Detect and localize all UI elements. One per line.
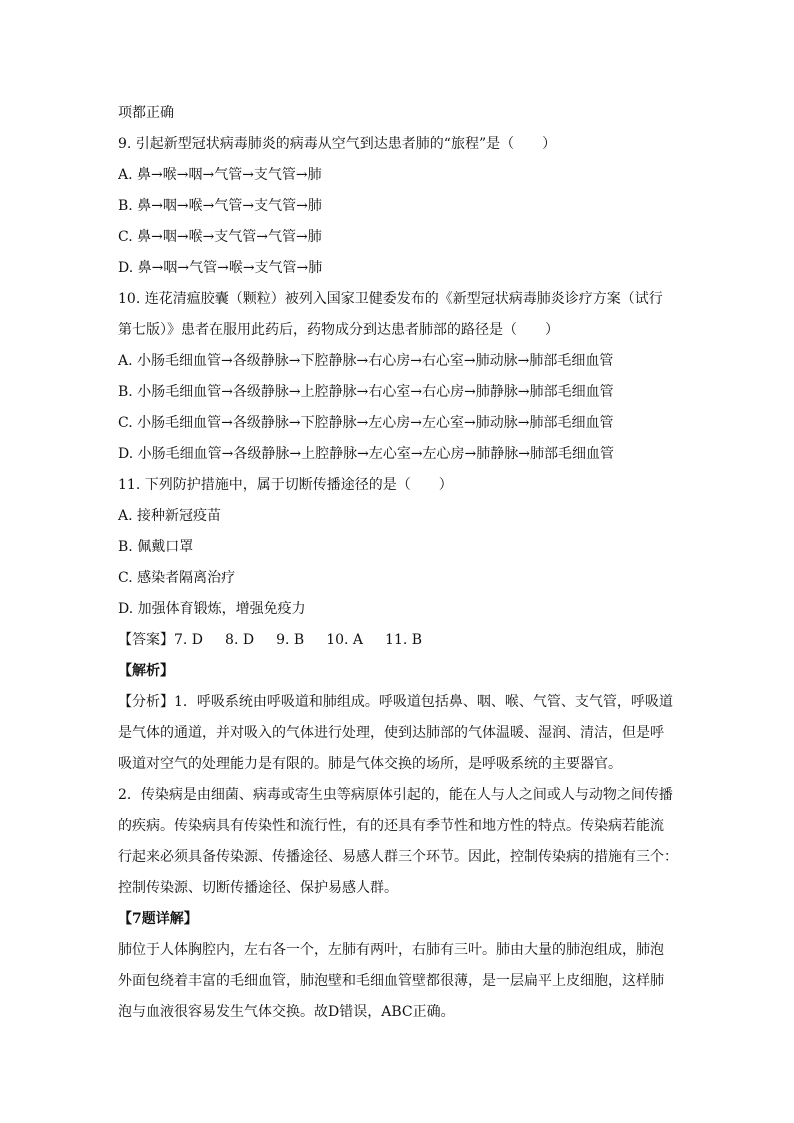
document-page	[118, 98, 678, 1028]
detail-line: 肺位于人体胸腔内，左右各一个，左肺有两叶，右肺有三叶。肺由大量的肺泡组成，肺泡	[118, 942, 664, 958]
analysis-line: 行起来必须具备传染源、传播途径、易感人群三个环节。因此，控制传染病的措施有三个：	[118, 849, 678, 865]
question-10-stem-line-2: 第七版）》患者在服用此药后，药物成分到达患者肺部的路径是（ ）	[118, 322, 559, 338]
detail-heading: 【7题详解】	[118, 911, 198, 927]
detail-line: 泡与血液很容易发生气体交换。故D错误，ABC正确。	[118, 1004, 455, 1020]
analysis-line: 2．传染病是由细菌、病毒或寄生虫等病原体引起的，能在人与人之间或人与动物之间传播	[118, 787, 673, 803]
question-10-option-d: D. 小肠毛细血管→各级静脉→上腔静脉→左心室→左心房→肺静脉→肺部毛细血管	[118, 446, 615, 462]
analysis-line: 的疾病。传染病具有传染性和流行性，有的还具有季节性和地方性的特点。传染病若能流	[118, 818, 664, 834]
question-10-stem-line-1: 10. 连花清瘟胶囊（颗粒）被列入国家卫健委发布的《新型冠状病毒肺炎诊疗方案（试行	[118, 291, 663, 307]
answer-item: 10. A	[326, 632, 364, 648]
answer-line	[118, 625, 678, 656]
question-11-option-c: C. 感染者隔离治疗	[118, 570, 236, 586]
question-9-stem: 9. 引起新型冠状病毒肺炎的病毒从空气到达患者肺的“旅程”是（ ）	[118, 136, 557, 152]
analysis-line: 吸道对空气的处理能力是有限的。肺是气体交换的场所，是呼吸系统的主要器官。	[118, 756, 622, 772]
analysis-line: 【分析】1．呼吸系统由呼吸道和肺组成。呼吸道包括鼻、咽、喉、气管、支气管，呼吸道	[118, 694, 673, 710]
question-10-option-c: C. 小肠毛细血管→各级静脉→下腔静脉→左心房→左心室→肺动脉→肺部毛细血管	[118, 415, 614, 431]
question-9-option-c: C. 鼻→咽→喉→支气管→气管→肺	[118, 229, 322, 245]
answer-item: 9. B	[276, 632, 305, 648]
analysis-line: 是气体的通道，并对吸入的气体进行处理，使到达肺部的气体温暖、湿润、清洁，但是呼	[118, 725, 664, 741]
answer-item: 11. B	[385, 632, 423, 648]
question-10-option-a: A. 小肠毛细血管→各级静脉→下腔静脉→右心房→右心室→肺动脉→肺部毛细血管	[118, 353, 614, 369]
question-11-option-b: B. 佩戴口罩	[118, 539, 194, 555]
question-9-option-d: D. 鼻→咽→气管→喉→支气管→肺	[118, 260, 323, 276]
answer-item: 7. D	[174, 632, 204, 648]
text-line: 项都正确	[118, 105, 174, 121]
question-11-option-d: D. 加强体育锻炼，增强免疫力	[118, 601, 306, 617]
answer-item: 8. D	[225, 632, 255, 648]
question-11-option-a: A. 接种新冠疫苗	[118, 508, 222, 524]
detail-line: 外面包绕着丰富的毛细血管，肺泡壁和毛细血管壁都很薄，是一层扁平上皮细胞，这样肺	[118, 973, 664, 989]
analysis-line: 控制传染源、切断传播途径、保护易感人群。	[118, 880, 398, 896]
question-9-option-a: A. 鼻→喉→咽→气管→支气管→肺	[118, 167, 322, 183]
question-11-stem: 11. 下列防护措施中，属于切断传播途径的是（ ）	[118, 477, 453, 493]
question-9-option-b: B. 鼻→咽→喉→气管→支气管→肺	[118, 198, 322, 214]
question-10-option-b: B. 小肠毛细血管→各级静脉→上腔静脉→右心室→右心房→肺静脉→肺部毛细血管	[118, 384, 614, 400]
answer-label: 【答案】	[118, 632, 174, 648]
analysis-heading: 【解析】	[118, 663, 174, 679]
